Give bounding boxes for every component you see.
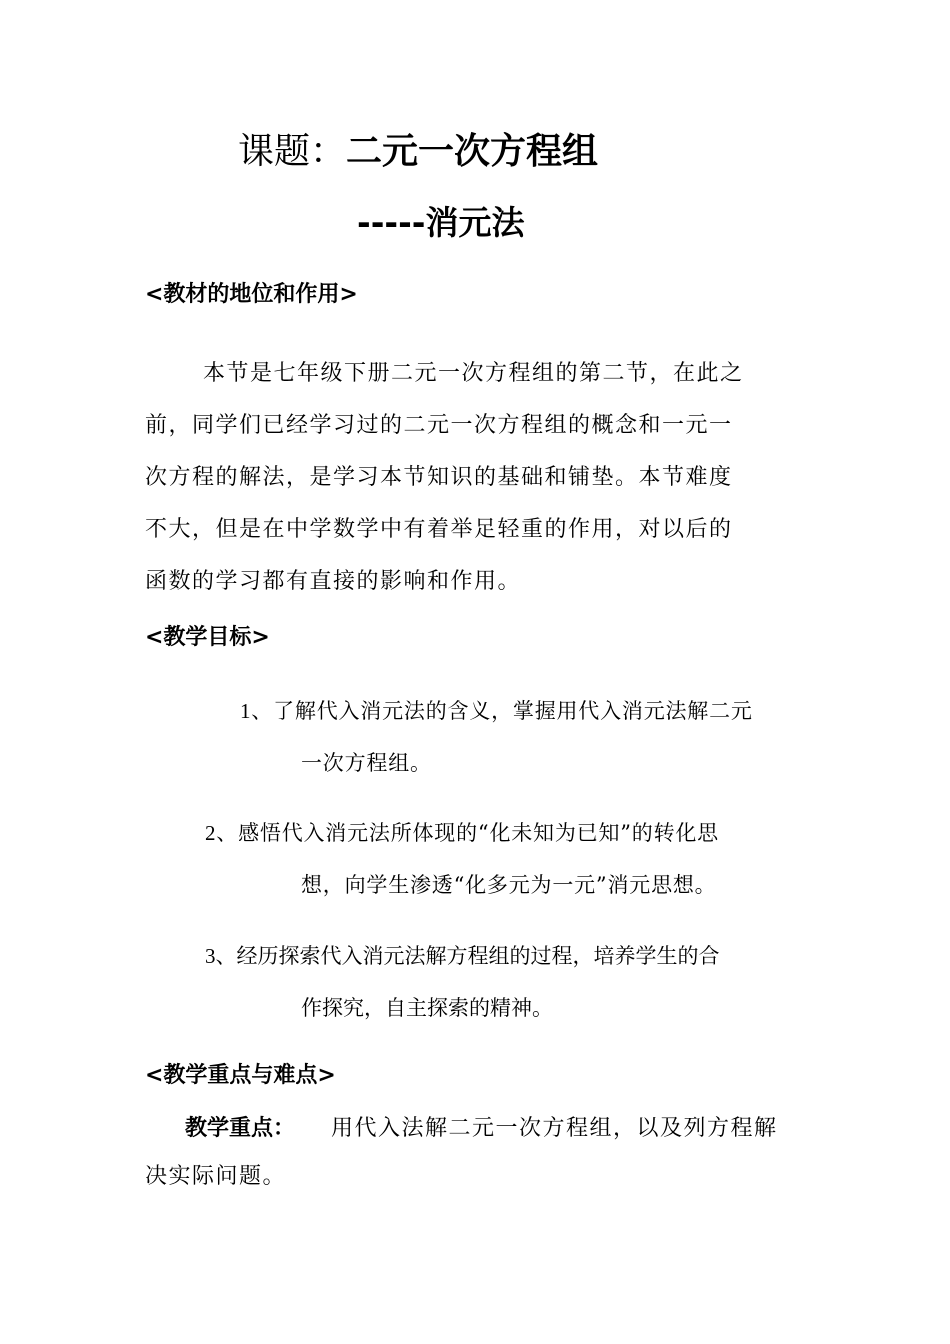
goal-item-1-continued: 一次方程组。 xyxy=(301,751,432,775)
key-point-row xyxy=(145,1104,807,1154)
title-label: 课题： xyxy=(238,131,347,172)
goal-text: 了解代入消元法的含义，掌握用代入消元法解二元 xyxy=(273,699,753,723)
section-heading-key-points: <教学重点与难点> xyxy=(145,1063,336,1088)
goal-item-1 xyxy=(240,685,753,737)
goal-text: 经历探索代入消元法解方程组的过程，培养学生的合 xyxy=(236,944,720,968)
key-point-text: 用代入法解二元一次方程组，以及列方程解 xyxy=(331,1116,778,1141)
title-text: 二元一次方程组 xyxy=(346,131,599,172)
position-paragraph xyxy=(145,348,807,608)
key-point-continued: 决实际问题。 xyxy=(145,1164,287,1189)
goal-item-2 xyxy=(205,807,719,859)
paragraph-line: 前，同学们已经学习过的二元一次方程组的概念和一元一 xyxy=(145,413,733,438)
section-heading-position: <教材的地位和作用> xyxy=(145,282,358,307)
page-subtitle: -----消元法 xyxy=(357,203,525,242)
paragraph-line: 不大，但是在中学数学中有着举足轻重的作用，对以后的 xyxy=(145,517,733,542)
goal-text: 感悟代入消元法所体现的“化未知为已知”的转化思 xyxy=(238,821,719,845)
paragraph-line: 本节是七年级下册二元一次方程组的第二节，在此之 xyxy=(203,361,744,386)
page-title xyxy=(238,128,598,176)
goal-number: 3、 xyxy=(205,944,237,968)
goal-item-2-continued: 想，向学生渗透“化多元为一元”消元思想。 xyxy=(301,873,717,897)
goal-number: 2、 xyxy=(205,821,239,845)
section-heading-goals: <教学目标> xyxy=(145,625,270,650)
goal-number: 1、 xyxy=(240,699,274,723)
key-point-label: 教学重点： xyxy=(185,1116,296,1141)
paragraph-line: 函数的学习都有直接的影响和作用。 xyxy=(145,569,522,594)
paragraph-line: 次方程的解法，是学习本节知识的基础和铺垫。本节难度 xyxy=(145,465,733,490)
goal-item-3 xyxy=(205,930,720,982)
goal-item-3-continued: 作探究，自主探索的精神。 xyxy=(301,996,553,1020)
